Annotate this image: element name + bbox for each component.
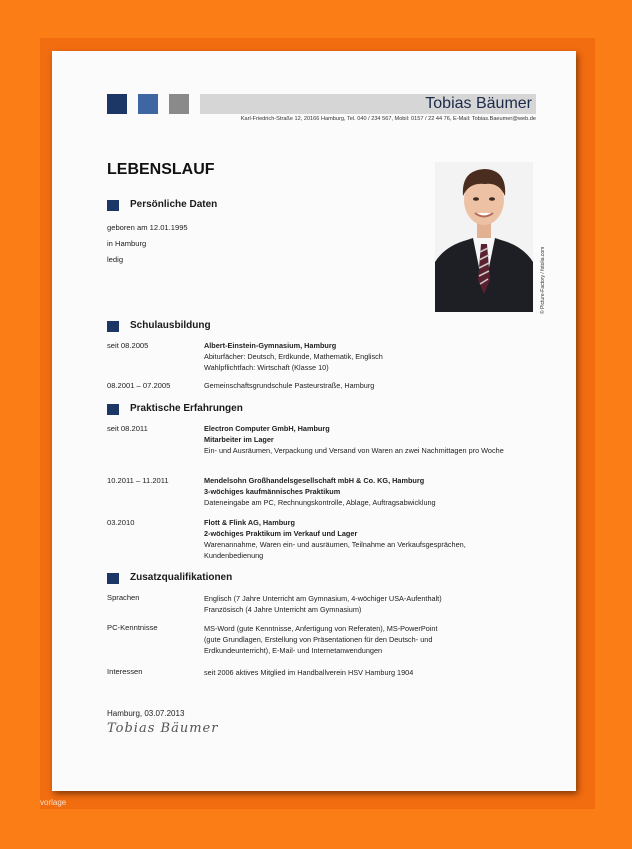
section-heading: Persönliche Daten — [130, 199, 218, 210]
extra-label: Sprachen — [107, 593, 140, 602]
contact-line: Karl-Friedrich-Straße 12, 20166 Hamburg, Tel. 040 / 234 567, Mobil: 0157 / 22 44 76, E-Mail: Tobias.Baeumer@web.de — [240, 116, 536, 122]
school-date: 08.2001 – 07.2005 — [107, 381, 171, 390]
place-date: Hamburg, 03.07.2013 — [107, 709, 185, 718]
experience-company: Electron Computer GmbH, Hamburg — [204, 424, 330, 433]
section-bullet — [107, 404, 119, 415]
experience-entry — [204, 423, 524, 456]
section-bullet — [107, 321, 119, 332]
extra-line: Erdkundeunterricht), E-Mail- und Internetanwendungen — [204, 646, 383, 655]
marital-status: ledig — [107, 255, 124, 264]
school-entry — [204, 380, 524, 391]
applicant-name: Tobias Bäumer — [425, 95, 532, 112]
extra-label: Interessen — [107, 667, 143, 676]
extra-entry — [204, 623, 524, 656]
name-bar — [200, 94, 536, 114]
experience-role: 3-wöchiges kaufmännisches Praktikum — [204, 487, 341, 496]
school-name: Gemeinschaftsgrundschule Pasteurstraße, Hamburg — [204, 381, 375, 390]
experience-detail: Warenannahme, Waren ein- und ausräumen, Teilnahme an Verkaufsgesprächen, Kundenbedienung — [204, 540, 466, 560]
experience-company: Mendelsohn Großhandelsgesellschaft mbH & Co. KG, Hamburg — [204, 476, 425, 485]
experience-date: seit 08.2011 — [107, 424, 148, 433]
birth-date: geboren am 12.01.1995 — [107, 223, 188, 232]
extra-line: Englisch (7 Jahre Unterricht am Gymnasium, 4-wöchiger USA-Aufenthalt) — [204, 594, 442, 603]
header-square-gray — [169, 94, 189, 114]
extra-entry — [204, 667, 524, 678]
experience-detail: Dateneingabe am PC, Rechnungskontrolle, Ablage, Auftragsabwicklung — [204, 498, 436, 507]
experience-detail: Ein- und Ausräumen, Verpackung und Versand von Waren an zwei Nachmittagen pro Woche — [204, 446, 504, 455]
extra-line: (gute Grundlagen, Erstellung von Präsentationen für den Deutsch- und — [204, 635, 433, 644]
portrait-photo — [435, 162, 533, 312]
extra-line: MS-Word (gute Kenntnisse, Anfertigung von Referaten), MS-PowerPoint — [204, 624, 438, 633]
extra-label: PC-Kenntnisse — [107, 623, 158, 632]
extra-line: Französisch (4 Jahre Unterricht am Gymnasium) — [204, 605, 362, 614]
page-title: LEBENSLAUF — [107, 161, 215, 178]
header-square-dark-blue — [107, 94, 127, 114]
cv-page — [52, 51, 576, 791]
school-date: seit 08.2005 — [107, 341, 149, 350]
experience-date: 10.2011 – 11.2011 — [107, 476, 169, 485]
photo-credit: © Picture-Factory / fotolia.com — [540, 246, 546, 314]
header-square-blue — [138, 94, 158, 114]
watermark-label: vorlage — [40, 798, 67, 807]
experience-date: 03.2010 — [107, 518, 135, 527]
experience-role: Mitarbeiter im Lager — [204, 435, 274, 444]
school-name: Albert-Einstein-Gymnasium, Hamburg — [204, 341, 337, 350]
section-bullet — [107, 200, 119, 211]
school-detail: Wahlpflichtfach: Wirtschaft (Klasse 10) — [204, 363, 329, 372]
experience-role: 2-wöchiges Praktikum im Verkauf und Lager — [204, 529, 358, 538]
school-entry — [204, 340, 524, 373]
birth-place: in Hamburg — [107, 239, 147, 248]
experience-entry — [204, 517, 524, 561]
section-heading: Praktische Erfahrungen — [130, 403, 243, 414]
portrait-illustration — [435, 162, 533, 312]
section-bullet — [107, 573, 119, 584]
experience-company: Flott & Flink AG, Hamburg — [204, 518, 295, 527]
extra-line: seit 2006 aktives Mitglied im Handballverein HSV Hamburg 1904 — [204, 668, 414, 677]
experience-entry — [204, 475, 524, 508]
extra-entry — [204, 593, 524, 615]
section-heading: Schulausbildung — [130, 320, 211, 331]
signature: Tobias Bäumer — [107, 721, 219, 736]
school-detail: Abiturfächer: Deutsch, Erdkunde, Mathematik, Englisch — [204, 352, 383, 361]
section-heading: Zusatzqualifikationen — [130, 572, 233, 583]
